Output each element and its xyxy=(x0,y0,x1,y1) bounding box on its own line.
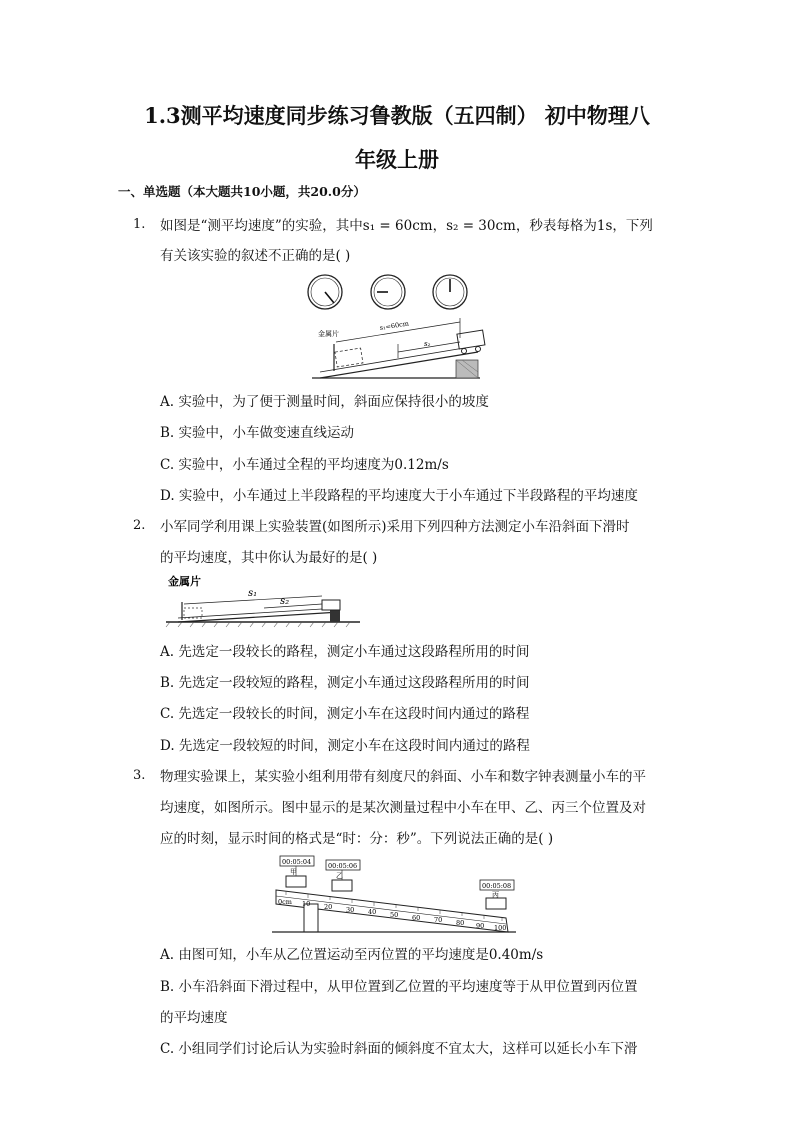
fig-label-s1: s₁=60cm xyxy=(379,319,410,332)
q3-option-c-line1: C. 小组同学们讨论后认为实验时斜面的倾斜度不宜太大，这样可以延长小车下滑 xyxy=(160,1041,638,1057)
ruler-tick-70: 70 xyxy=(434,916,443,924)
ruler-tick-0: 0cm xyxy=(278,898,292,906)
q1-number: 1. xyxy=(133,217,146,232)
fig2-label-plate: 金属片 xyxy=(168,575,201,588)
ruler-tick-90: 90 xyxy=(476,922,485,930)
clock-icon xyxy=(433,275,467,309)
q2-option-a: A. 先选定一段较长的路程，测定小车通过这段路程所用的时间 xyxy=(160,644,530,660)
q2-number: 2. xyxy=(133,518,146,533)
ruler-tick-30: 30 xyxy=(346,906,355,914)
q3-number: 3. xyxy=(133,768,146,783)
position-label-jia: 甲 xyxy=(290,868,297,876)
clock-time-jia: 00:05:04 xyxy=(282,858,312,866)
q3-stem-line2: 均速度，如图所示。图中显示的是某次测量过程中小车在甲、乙、丙三个位置及对 xyxy=(160,800,646,816)
position-label-yi: 乙 xyxy=(336,872,343,880)
q3-option-b-line1: B. 小车沿斜面下滑过程中，从甲位置到乙位置的平均速度等于从甲位置到丙位置 xyxy=(160,979,638,995)
q1-stem-line1: 如图是“测平均速度”的实验，其中s₁ = 60cm，s₂ = 30cm，秒表每格为1s，下列 xyxy=(160,218,653,234)
q1-option-d: D. 实验中，小车通过上半段路程的平均速度大于小车通过下半段路程的平均速度 xyxy=(160,488,638,504)
page-title-line1: 1.3测平均速度同步练习鲁教版（五四制） 初中物理八 xyxy=(144,103,650,128)
q2-option-d: D. 先选定一段较短的时间，测定小车在这段时间内通过的路程 xyxy=(160,738,530,754)
ruler-tick-20: 20 xyxy=(324,903,333,911)
ruler-tick-10: 10 xyxy=(302,900,311,908)
ruler-tick-50: 50 xyxy=(390,911,399,919)
fig2-label-s2: s₂ xyxy=(280,596,290,607)
fig2-label-s1: s₁ xyxy=(248,588,258,599)
ruler-tick-80: 80 xyxy=(456,919,465,927)
q2-option-b: B. 先选定一段较短的路程，测定小车通过这段路程所用的时间 xyxy=(160,675,530,691)
q1-option-c: C. 实验中，小车通过全程的平均速度为0.12m/s xyxy=(160,457,449,473)
clock-icon xyxy=(308,275,342,309)
ruler-tick-60: 60 xyxy=(412,914,421,922)
q3-stem-line3: 应的时刻，显示时间的格式是“时：分：秒”。下列说法正确的是( ) xyxy=(160,831,554,847)
position-label-bing: 丙 xyxy=(492,891,499,899)
ruler-tick-40: 40 xyxy=(368,908,377,916)
clock-time-bing: 00:05:08 xyxy=(482,882,512,890)
q3-figure xyxy=(272,852,516,934)
q2-stem-line1: 小军同学利用课上实验装置(如图所示)采用下列四种方法测定小车沿斜面下滑时 xyxy=(160,519,630,535)
q2-figure xyxy=(160,572,370,632)
q3-option-b-line2: 的平均速度 xyxy=(160,1010,228,1026)
section-heading: 一、单选题（本大题共10小题，共20.0分） xyxy=(118,184,366,199)
fig-label-plate: 金属片 xyxy=(318,330,339,338)
q2-stem-line2: 的平均速度，其中你认为最好的是( ) xyxy=(160,550,378,566)
q1-stem-line2: 有关该实验的叙述不正确的是( ) xyxy=(160,248,351,264)
q3-option-a: A. 由图可知，小车从乙位置运动至丙位置的平均速度是0.40m/s xyxy=(160,947,544,963)
ruler-tick-100: 100 xyxy=(494,924,507,932)
fig-label-s2: s₂ xyxy=(424,340,431,348)
q3-stem-line1: 物理实验课上，某实验小组利用带有刻度尺的斜面、小车和数字钟表测量小车的平 xyxy=(160,769,646,785)
q1-option-b: B. 实验中，小车做变速直线运动 xyxy=(160,425,355,441)
q2-option-c: C. 先选定一段较长的时间，测定小车在这段时间内通过的路程 xyxy=(160,706,530,722)
q1-option-a: A. 实验中，为了便于测量时间，斜面应保持很小的坡度 xyxy=(160,394,489,410)
clock-icon xyxy=(371,275,405,309)
q1-figure xyxy=(300,268,500,383)
page-title-line2: 年级上册 xyxy=(355,147,439,172)
clock-time-yi: 00:05:06 xyxy=(328,862,358,870)
